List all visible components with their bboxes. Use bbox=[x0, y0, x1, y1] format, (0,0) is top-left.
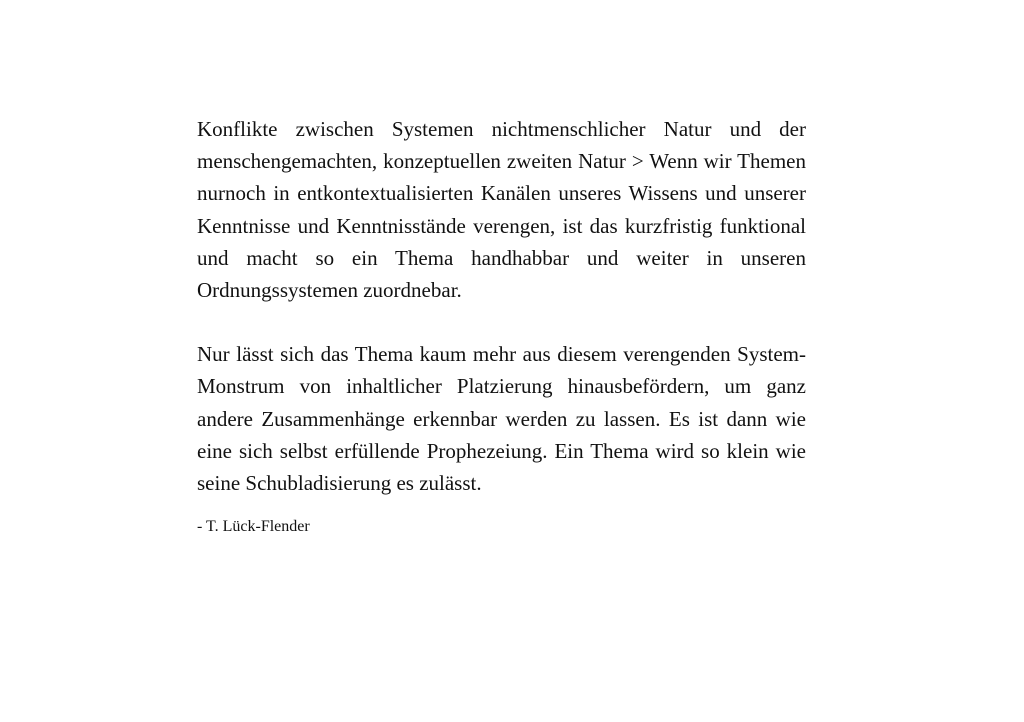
quote-document bbox=[197, 113, 806, 537]
paragraph-1: Konflikte zwischen Systemen nichtmenschlicher Natur und der menschengemachten, konzeptuellen zweiten Natur > Wenn wir Themen nurnoch in entkontextualisierten Kanälen unseres Wissens und unserer Kenntnisse und Kenntnisstände verengen, ist das kurzfristig funktional und macht so ein Thema handhabbar und weiter in unseren Ordnungssystemen zuordnebar. bbox=[197, 117, 806, 303]
author-signature: - T. Lück-Flender bbox=[197, 518, 310, 536]
paragraph-2: Nur lässt sich das Thema kaum mehr aus diesem verengenden System-Monstrum von inhaltlicher Platzierung hinausbefördern, um ganz andere Zusammenhänge erkennbar werden zu lassen. Es ist dann wie eine sich selbst erfüllende Prophezeiung. Ein Thema wird so klein wie seine Schubladisierung es zulässt. bbox=[197, 342, 806, 496]
